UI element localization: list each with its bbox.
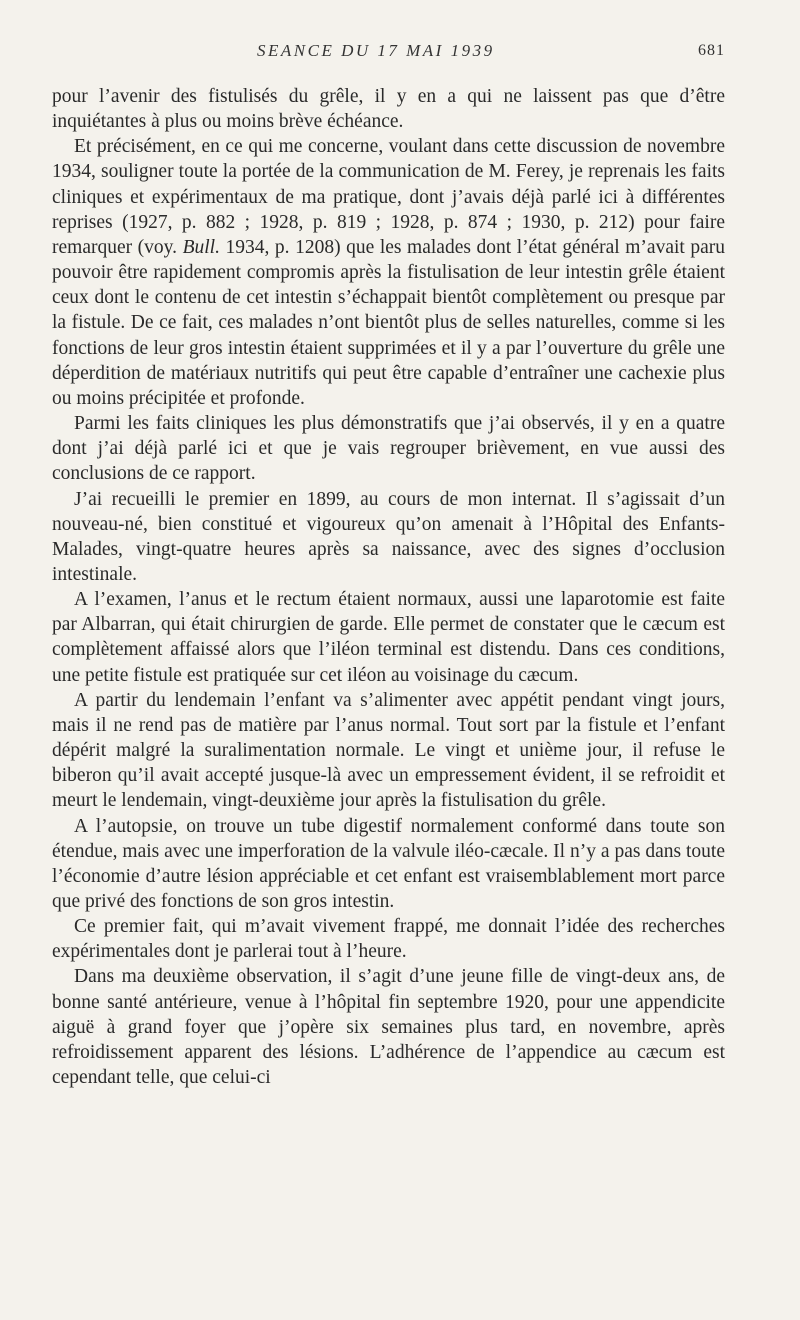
page-number: 681 bbox=[698, 42, 725, 59]
text-run: Ce premier fait, qui m’avait vivement frappé, me donnait l’idée des recherches expérimentales dont je parlerai tout à l’heure. bbox=[52, 916, 725, 963]
paragraph bbox=[52, 134, 725, 411]
text-run: pour l’avenir des fistulisés du grêle, il y en a qui ne laissent pas que d’être inquiétantes à plus ou moins brève échéance. bbox=[52, 86, 725, 133]
paragraph bbox=[52, 914, 725, 964]
text-run: A l’examen, l’anus et le rectum étaient normaux, aussi une laparotomie est faite par Albarran, qui était chirurgien de garde. Elle permet de constater que le cæcum est complètement affaissé alors que l’iléon terminal est distendu. Dans ces conditions, une petite fistule est pratiquée sur cet iléon au voisinage du cæcum. bbox=[52, 589, 725, 686]
text-run: Parmi les faits cliniques les plus démonstratifs que j’ai observés, il y en a quatre dont j’ai déjà parlé ici et que je vais regrouper brièvement, en vue aussi des conclusions de ce rapport. bbox=[52, 413, 725, 485]
text-run: Et précisément, en ce qui me concerne, voulant dans cette discussion de novembre 1934, souligner toute la portée de la communication de M. Ferey, je reprenais les faits cliniques et expérimentaux de ma pratique, dont j’avais déjà parlé ici à différentes reprises (1927, p. 882 ; 1928, p. 819 ; 1928, p. 874 ; 1930, p. 212) pour faire remarquer (voy. bbox=[52, 136, 725, 258]
paragraph bbox=[52, 587, 725, 688]
paragraph bbox=[52, 964, 725, 1090]
text-run: J’ai recueilli le premier en 1899, au cours de mon internat. Il s’agissait d’un nouveau-né, bien constitué et vigoureux qu’on amenait à l’Hôpital des Enfants-Malades, vingt-quatre heures après sa naissance, avec des signes d’occlusion intestinale. bbox=[52, 488, 725, 585]
italic-text: Bull. bbox=[182, 236, 220, 258]
paragraph bbox=[52, 688, 725, 814]
text-run: Dans ma deuxième observation, il s’agit d’une jeune fille de vingt-deux ans, de bonne santé antérieure, venue à l’hôpital fin septembre 1920, pour une appendicite aiguë à grand foyer que j’opère six semaines plus tard, en novembre, après refroidissement apparent des lésions. L’adhérence de l’appendice au cæcum est cependant telle, que celui-ci bbox=[52, 966, 725, 1089]
paragraph bbox=[52, 411, 725, 486]
body-text bbox=[52, 84, 725, 1090]
paragraph bbox=[52, 487, 725, 588]
paragraph bbox=[52, 84, 725, 134]
text-run: 1934, p. 1208) que les malades dont l’état général m’avait paru pouvoir être rapidement compromis après la fistulisation de leur intestin grêle étaient ceux dont le contenu de cet intestin s’échappait bientôt complètement ou presque par la fistule. De ce fait, ces malades n’ont bientôt plus de selles naturelles, comme si les fonctions de leur gros intestin étaient supprimées et il y a par l’ouverture du grêle une déperdition de matériaux nutritifs qui peut être capable d’entraîner une cachexie plus ou moins précipitée et profonde. bbox=[52, 236, 726, 409]
paragraph bbox=[52, 814, 725, 915]
running-title: SEANCE DU 17 MAI 1939 bbox=[257, 41, 495, 60]
running-header bbox=[52, 41, 725, 71]
text-run: A partir du lendemain l’enfant va s’alimenter avec appétit pendant vingt jours, mais il ne rend pas de matière par l’anus normal. Tout sort par la fistule et l’enfant dépérit malgré la suralimentation normale. Le vingt et unième jour, il refuse le biberon qu’il avait accepté jusque-là avec un empressement évident, il se refroidit et meurt le lendemain, vingt-deuxième jour après la fistulisation du grêle. bbox=[52, 689, 725, 812]
text-run: A l’autopsie, on trouve un tube digestif normalement conformé dans toute son étendue, mais avec une imperforation de la valvule iléo-cæcale. Il n’y a pas dans toute l’économie d’autre lésion appréciable et cet enfant est vraisemblablement mort parce que privé des fonctions de son gros intestin. bbox=[52, 815, 725, 912]
